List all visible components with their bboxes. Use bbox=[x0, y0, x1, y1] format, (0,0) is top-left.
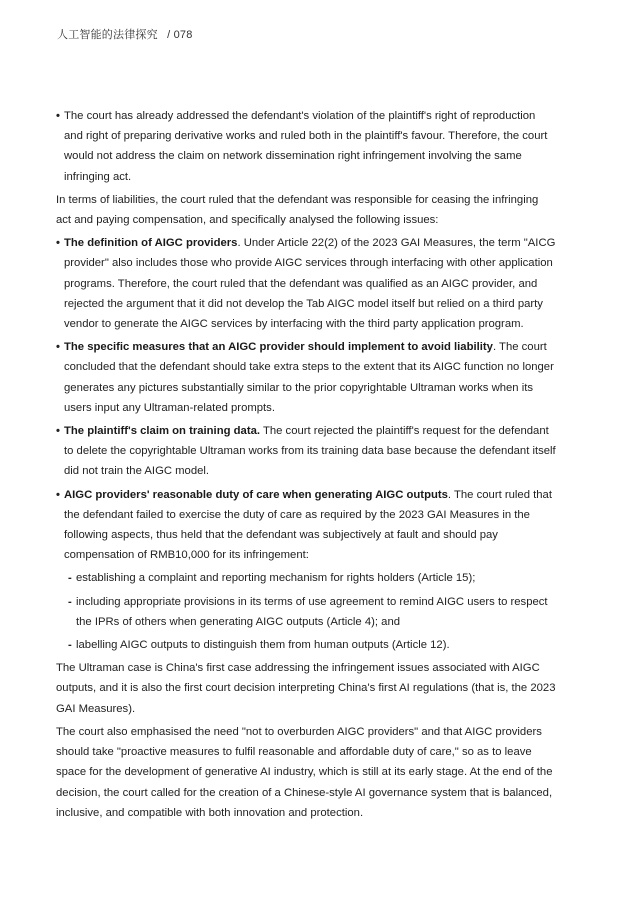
issue-text: . Under Article 22(2) of the 2023 GAI Measures, the term "AICG provider" also includes those who provide AIGC services through interfacing with other application programs. Therefore, the court ruled that the defendant was qualified as an AIGC provider, and rejected the argument that it did not develop the Tab AIGC model itself but relied on a third party vendor to generate the AIGC services by interfacing with the third party application program. bbox=[64, 237, 556, 331]
bullet-marker: • bbox=[56, 237, 60, 250]
paragraph-ultraman-case: The Ultraman case is China's first case addressing the infringement issues associated with AIGC outputs, and it is also the first court decision interpreting China's first AI regulations (that is, the 2023 GAI Measures). bbox=[56, 662, 556, 715]
issue-heading: AIGC providers' reasonable duty of care when generating AIGC outputs bbox=[64, 488, 448, 501]
page-number: / 078 bbox=[167, 29, 193, 41]
issue-text: . The court concluded that the defendant should take extra steps to the extent that its AIGC function no longer generates any pictures substantially similar to the prior copyrightable Ultraman works when its users input any Ultraman-related prompts. bbox=[64, 341, 554, 414]
bullet-item-network-dissemination bbox=[56, 106, 556, 187]
issue-heading: The specific measures that an AIGC provider should implement to avoid liability bbox=[64, 341, 493, 354]
issue-heading: The definition of AIGC providers bbox=[64, 237, 238, 250]
header-title: 人工智能的法律探究 bbox=[57, 29, 158, 41]
issue-text: The court rejected the plaintiff's request for the defendant to delete the copyrightable Ultraman works from its training data base because the defendant itself did not train the AIGC model. bbox=[64, 425, 556, 478]
bullet-marker: • bbox=[56, 110, 60, 122]
bullet-marker: • bbox=[56, 488, 60, 501]
issue-item-training-data bbox=[56, 421, 556, 482]
bullet-marker: • bbox=[56, 341, 60, 354]
running-header bbox=[57, 26, 193, 42]
bullet-marker: • bbox=[56, 425, 60, 438]
bullet-text: The court has already addressed the defendant's violation of the plaintiff's right of reproduction and right of preparing derivative works and ruled both in the plaintiff's favour. Therefore, the court would not address the claim on network dissemination right infringement involving the same infringing act. bbox=[64, 110, 548, 183]
sub-item-labelling bbox=[56, 635, 556, 655]
sub-item-terms-of-use bbox=[56, 592, 556, 632]
issue-item-duty-of-care bbox=[56, 485, 556, 566]
issue-text: . The court ruled that the defendant failed to exercise the duty of care as required by the 2023 GAI Measures in the following aspects, thus held that the defendant was subjectively at fault and should pay compensation of RMB10,000 for its infringement: bbox=[64, 488, 552, 562]
sub-marker: - bbox=[68, 639, 72, 652]
issue-item-measures bbox=[56, 337, 556, 418]
sub-item-text: including appropriate provisions in its terms of use agreement to remind AIGC users to respect the IPRs of others when generating AIGC outputs (Article 4); and bbox=[76, 595, 548, 628]
sub-marker: - bbox=[68, 595, 72, 608]
issue-item-definition bbox=[56, 233, 556, 334]
paragraph-court-emphasis: The court also emphasised the need "not to overburden AIGC providers" and that AIGC providers should take "proactive measures to fulfil reasonable and affordable duty of care," so as to leave space for the development of generative AI industry, which is still at its early stage. At the end of the decision, the court called for the creation of a Chinese-style AI governance system that is balanced, inclusive, and compatible with both innovation and protection. bbox=[56, 725, 553, 819]
sub-item-complaint-mechanism bbox=[56, 568, 556, 588]
liabilities-intro: In terms of liabilities, the court ruled that the defendant was responsible for ceasing the infringing act and paying compensation, and specifically analysed the following issues: bbox=[56, 193, 539, 227]
sub-item-text: labelling AIGC outputs to distinguish them from human outputs (Article 12). bbox=[76, 639, 450, 652]
sub-item-text: establishing a complaint and reporting mechanism for rights holders (Article 15); bbox=[76, 572, 476, 585]
issue-heading: The plaintiff's claim on training data. bbox=[64, 425, 261, 438]
body-text bbox=[56, 106, 556, 826]
sub-marker: - bbox=[68, 572, 72, 585]
